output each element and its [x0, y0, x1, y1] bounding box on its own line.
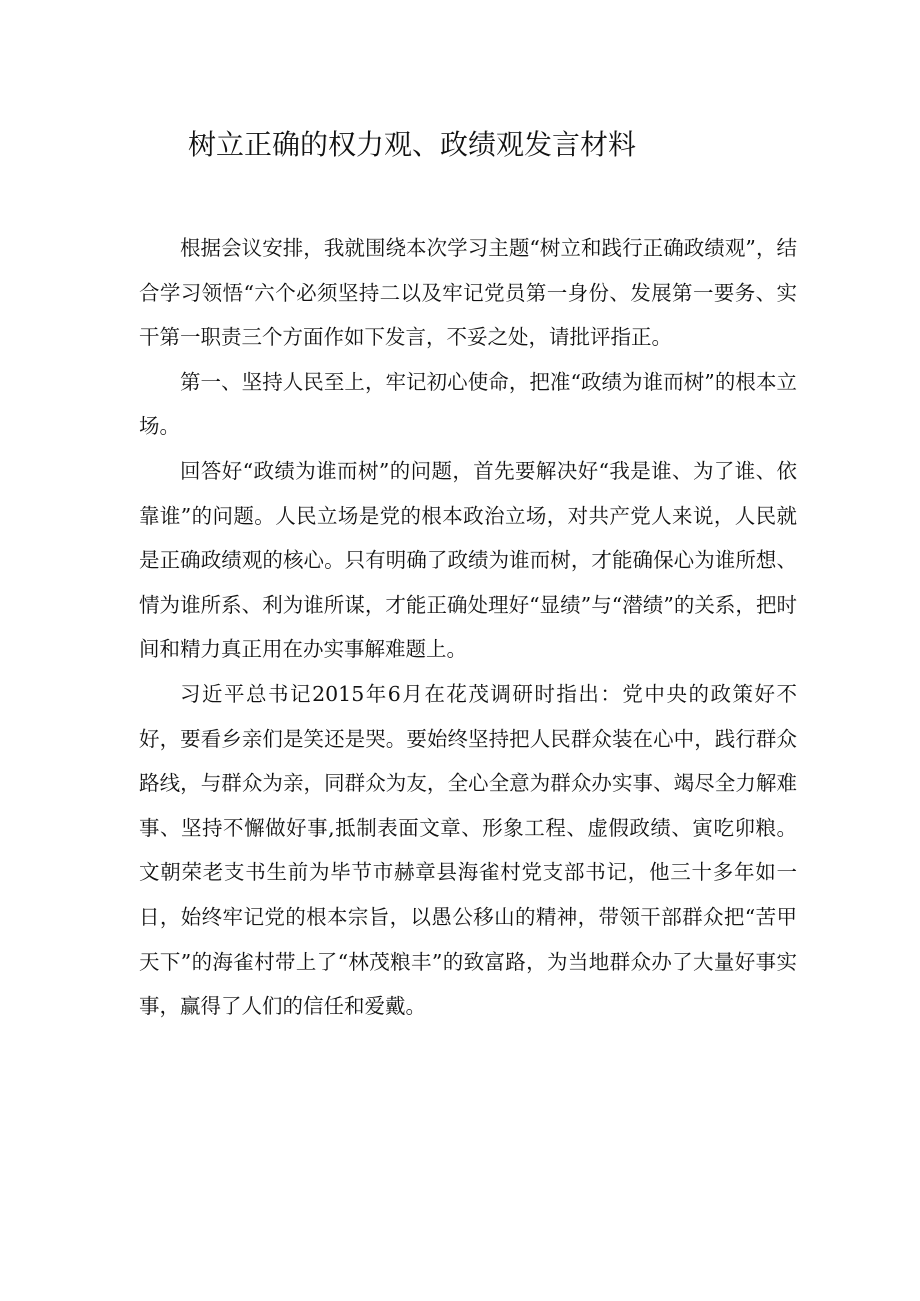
paragraph-people-stance: 回答好“政绩为谁而树”的问题，首先要解决好“我是谁、为了谁、依靠谁”的问题。人民立场是党的根本政治立场，对共产党人来说，人民就是正确政绩观的核心。只有明确了政绩为谁而树，才能确保心为谁所想、情为谁所系、利为谁所谋，才能正确处理好“显绩”与“潜绩”的关系，把时间和精力真正用在办实事解难题上。	[139, 458, 797, 662]
paragraph-intro: 根据会议安排，我就围绕本次学习主题“树立和践行正确政绩观”，结合学习领悟“六个必须坚持二以及牢记党员第一身份、发展第一要务、实干第一职责三个方面作如下发言，不妥之处，请批评指正。	[139, 236, 797, 350]
document-body	[139, 226, 797, 1029]
paragraph-section-heading-1: 第一、坚持人民至上，牢记初心使命，把准“政绩为谁而树”的根本立场。	[139, 369, 797, 439]
paragraph-xi-quote: 习近平总书记2015年6月在花茂调研时指出：党中央的政策好不好，要看乡亲们是笑还是哭。要始终坚持把人民群众装在心中，践行群众路线，与群众为亲，同群众为友，全心全意为群众办实事、竭尽全力解难事、坚持不懈做好事,抵制表面文章、形象工程、虚假政绩、寅吃卯粮。文朝荣老支书生前为毕节市赫章县海雀村党支部书记，他三十多年如一日，始终牢记党的根本宗旨，以愚公移山的精神，带领干部群众把“苦甲天下”的海雀村带上了“林茂粮丰”的致富路，为当地群众办了大量好事实事，赢得了人们的信任和爱戴。	[139, 681, 797, 1019]
document-title: 树立正确的权力观、政绩观发言材料	[188, 128, 637, 161]
